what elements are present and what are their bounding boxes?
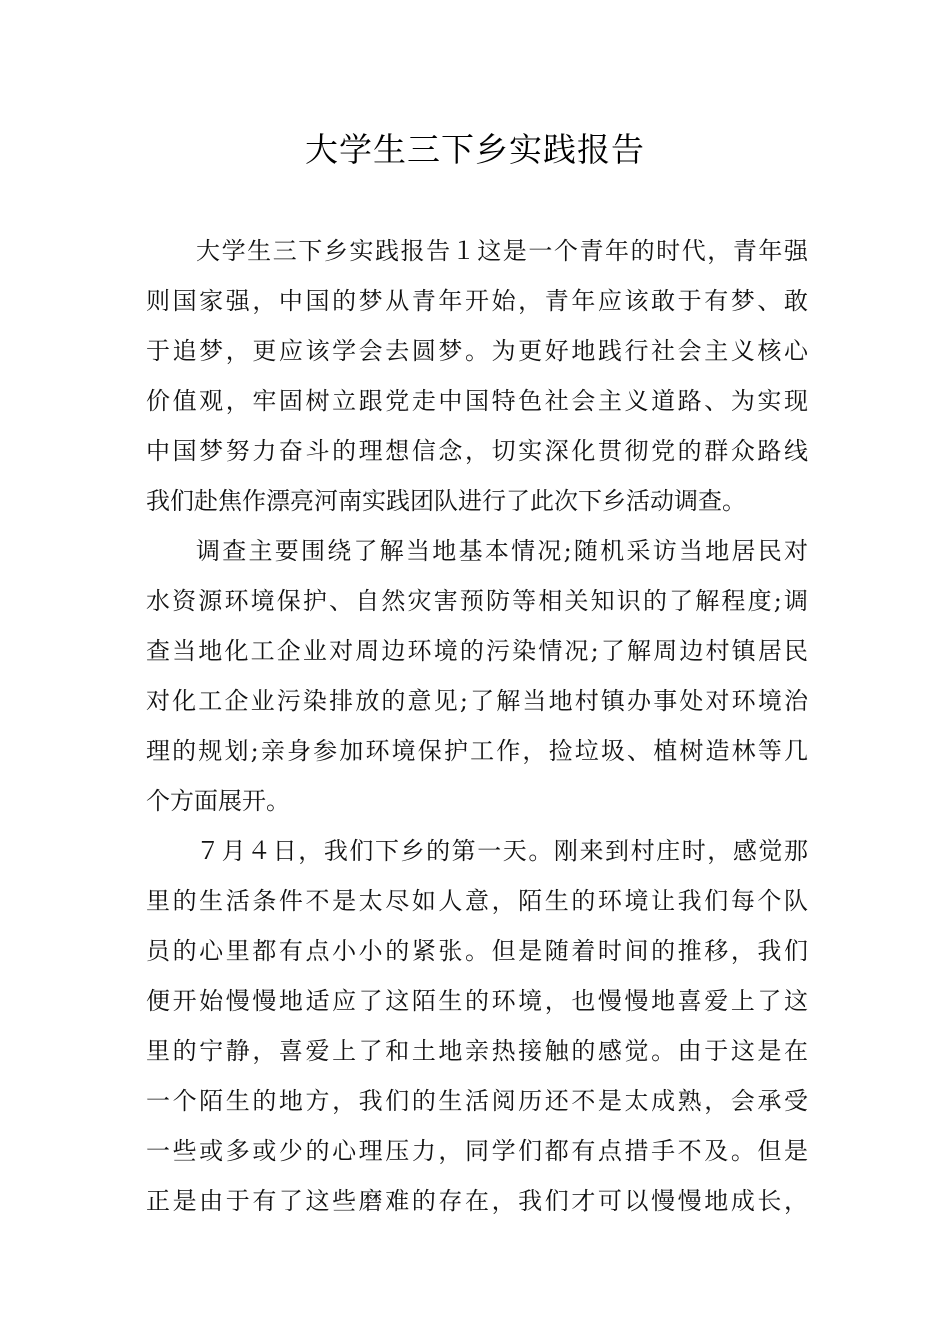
text-line: ７月４日，我们下乡的第一天。刚来到村庄时，感觉那	[196, 837, 808, 865]
paragraph-1	[146, 226, 808, 526]
text-line: 对化工企业污染排放的意见;了解当地村镇办事处对环境治	[146, 687, 808, 715]
text-line: 一些或多或少的心理压力，同学们都有点措手不及。但是	[146, 1137, 808, 1165]
text-line: 价值观，牢固树立跟党走中国特色社会主义道路、为实现	[146, 387, 808, 415]
text-line: 里的生活条件不是太尽如人意，陌生的环境让我们每个队	[146, 887, 808, 915]
text-line: 于追梦，更应该学会去圆梦。为更好地践行社会主义核心	[146, 337, 808, 365]
text-line: 水资源环境保护、自然灾害预防等相关知识的了解程度;调	[146, 587, 808, 615]
text-line: 查当地化工企业对周边环境的污染情况;了解周边村镇居民	[146, 637, 808, 665]
text-line: 一个陌生的地方，我们的生活阅历还不是太成熟，会承受	[146, 1087, 808, 1115]
document-body	[146, 226, 808, 1226]
paragraph-3	[146, 826, 808, 1226]
text-line: 调查主要围绕了解当地基本情况;随机采访当地居民对	[196, 537, 808, 565]
text-line: 里的宁静，喜爱上了和土地亲热接触的感觉。由于这是在	[146, 1037, 808, 1065]
text-line: 则国家强，中国的梦从青年开始，青年应该敢于有梦、敢	[146, 287, 808, 315]
text-line: 个方面展开。	[146, 787, 290, 815]
text-line: 大学生三下乡实践报告１这是一个青年的时代，青年强	[196, 237, 808, 265]
text-line: 正是由于有了这些磨难的存在，我们才可以慢慢地成长，	[146, 1187, 808, 1215]
text-line: 我们赴焦作漂亮河南实践团队进行了此次下乡活动调查。	[146, 487, 746, 515]
paragraph-2	[146, 526, 808, 826]
text-line: 理的规划;亲身参加环境保护工作，捡垃圾、植树造林等几	[146, 737, 808, 765]
text-line: 便开始慢慢地适应了这陌生的环境，也慢慢地喜爱上了这	[146, 987, 808, 1015]
text-line: 员的心里都有点小小的紧张。但是随着时间的推移，我们	[146, 937, 808, 965]
document-title: 大学生三下乡实践报告	[305, 130, 645, 169]
text-line: 中国梦努力奋斗的理想信念，切实深化贯彻党的群众路线	[146, 437, 808, 465]
